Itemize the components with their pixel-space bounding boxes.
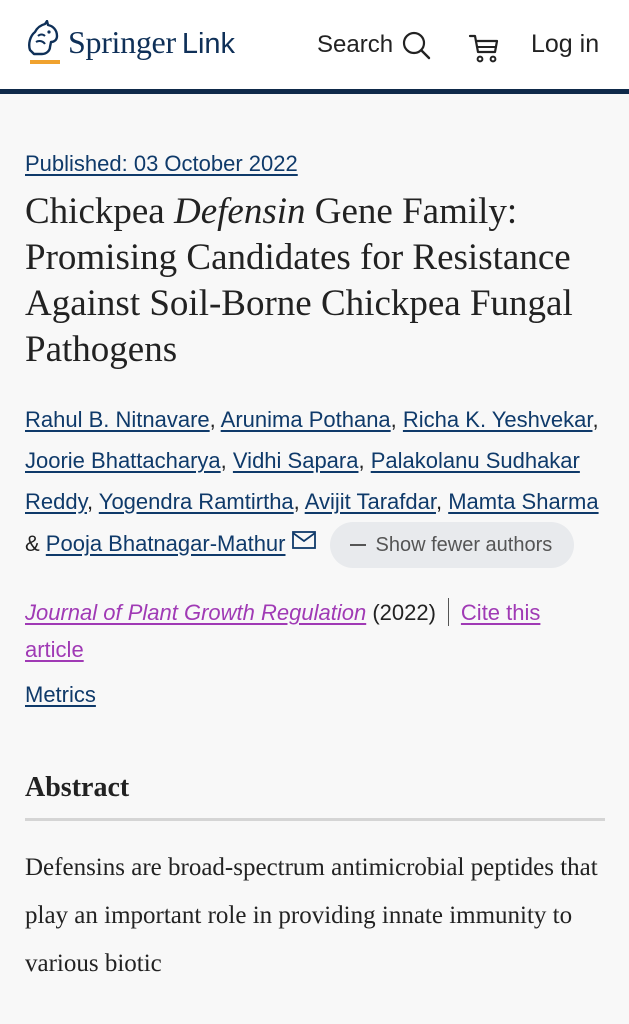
logo-springer-text: Springer bbox=[68, 23, 176, 60]
author-link[interactable]: Joorie Bhattacharya bbox=[25, 448, 221, 473]
author-link[interactable]: Rahul B. Nitnavare bbox=[25, 407, 210, 432]
springer-link-logo[interactable] bbox=[24, 20, 235, 68]
title-part-1: Chickpea bbox=[25, 191, 174, 232]
author-link[interactable]: Palakolanu Sudhakar Reddy bbox=[25, 448, 580, 514]
title-part-2: Gene Family: Promising Candidates for Resistance Against Soil-Borne Chickpea Fungal Pathogens bbox=[25, 191, 573, 370]
author-link[interactable]: Richa K. Yeshvekar bbox=[402, 407, 593, 432]
show-fewer-label: Show fewer authors bbox=[375, 533, 553, 556]
cite-this-article-link[interactable]: Cite this article bbox=[25, 600, 541, 662]
author-separator: , bbox=[592, 407, 599, 432]
author-separator: , bbox=[358, 448, 371, 473]
article-title bbox=[25, 189, 605, 373]
minus-icon bbox=[350, 544, 366, 546]
divider bbox=[448, 598, 449, 626]
cart-icon bbox=[468, 32, 500, 64]
author-link[interactable]: Vidhi Sapara bbox=[232, 448, 359, 473]
abstract-heading: Abstract bbox=[25, 772, 605, 821]
author-link[interactable]: Avijit Tarafdar bbox=[304, 489, 436, 514]
author-separator: , bbox=[390, 407, 403, 432]
article-main bbox=[25, 145, 605, 1013]
springer-horse-icon bbox=[24, 20, 62, 68]
author-link[interactable]: Mamta Sharma bbox=[448, 489, 599, 514]
author-separator: , bbox=[209, 407, 221, 432]
citation-line bbox=[25, 594, 605, 668]
publication-year: (2022) bbox=[372, 600, 436, 625]
author-separator: , bbox=[86, 489, 99, 514]
abstract-text: Defensins are broad-spectrum antimicrobial peptides that play an important role in providing innate immunity to various biotic bbox=[25, 854, 598, 978]
search-icon bbox=[401, 30, 431, 60]
title-italic: Defensin bbox=[173, 191, 306, 232]
published-date-link[interactable]: Published: 03 October 2022 bbox=[25, 151, 298, 176]
author-list bbox=[25, 399, 605, 568]
author-separator: , bbox=[435, 489, 449, 514]
author-link[interactable]: Arunima Pothana bbox=[220, 407, 391, 432]
cart-button[interactable] bbox=[468, 32, 500, 69]
author-link-corresponding[interactable]: Pooja Bhatnagar-Mathur bbox=[45, 530, 286, 556]
mail-icon[interactable] bbox=[292, 531, 316, 549]
site-header bbox=[0, 0, 629, 94]
logo-link-text: Link bbox=[181, 27, 236, 60]
login-button[interactable]: Log in bbox=[531, 30, 600, 58]
author-separator: , bbox=[220, 448, 233, 473]
show-fewer-authors-button[interactable] bbox=[330, 522, 575, 568]
metrics-link[interactable]: Metrics bbox=[25, 682, 96, 707]
author-link[interactable]: Yogendra Ramtirtha bbox=[98, 489, 294, 514]
author-separator: , bbox=[293, 489, 305, 514]
search-label: Search bbox=[317, 31, 394, 58]
journal-link[interactable]: Journal of Plant Growth Regulation bbox=[25, 600, 367, 625]
author-ampersand: & bbox=[25, 530, 46, 556]
search-button[interactable] bbox=[317, 30, 431, 60]
